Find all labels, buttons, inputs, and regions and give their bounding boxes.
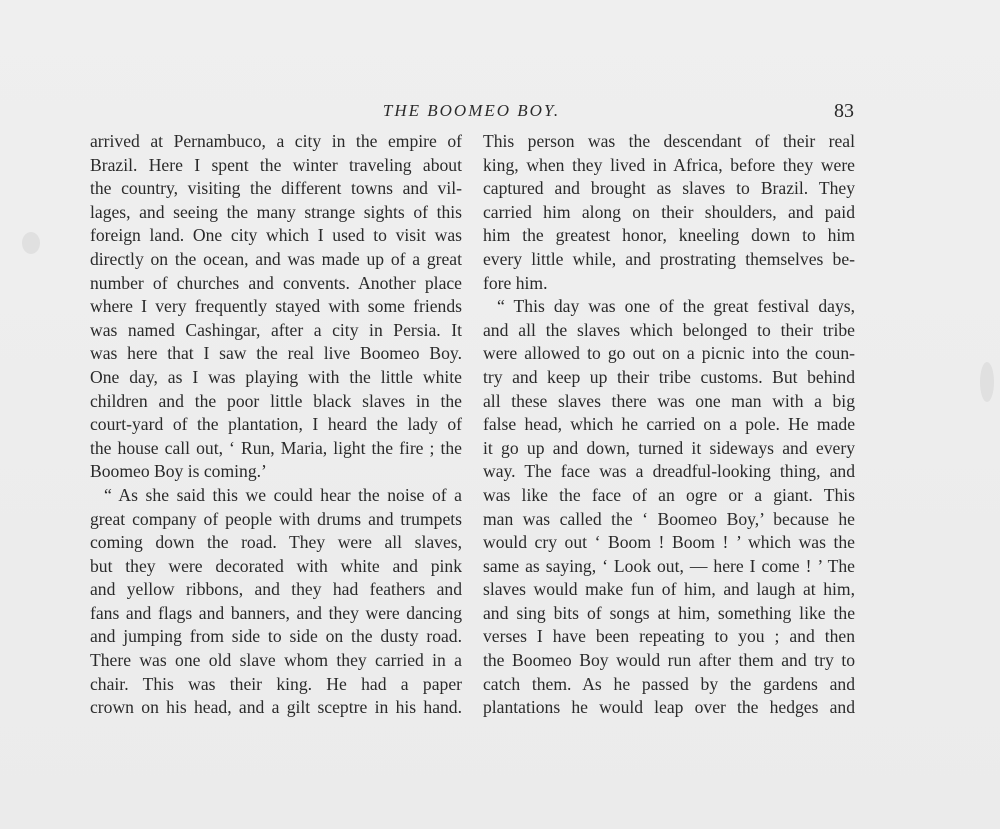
text-line: One day, as I was playing with the little white [90, 366, 462, 387]
page-number: 83 [834, 100, 854, 122]
text-line: and yellow ribbons, and they had feathers and [90, 579, 462, 600]
text-line: false head, which he carried on a pole. He made [483, 414, 855, 435]
text-line: him the greatest honor, kneeling down to him [483, 225, 855, 246]
running-title: THE BOOMEO BOY. [382, 101, 561, 120]
text-line: where I very frequently stayed with some friends [90, 296, 462, 317]
text-line: was named Cashingar, after a city in Persia. It [90, 319, 462, 340]
text-line: would cry out ‘ Boom ! Boom ! ’ which was the [483, 532, 855, 553]
text-line: same as saying, ‘ Look out, — here I come ! ’ The [483, 555, 855, 576]
text-line: and jumping from side to side on the dusty road. [90, 626, 462, 647]
text-line: Boomeo Boy is coming.’ [90, 461, 267, 482]
paper-stain [980, 362, 994, 402]
text-line: try and keep up their tribe customs. But behind [483, 366, 855, 387]
text-line: way. The face was a dreadful-looking thing, and [483, 461, 855, 482]
right-text-column [483, 130, 855, 720]
text-line: number of churches and convents. Another place [90, 272, 462, 293]
text-line: was like the face of an ogre or a giant. This [483, 484, 855, 505]
text-line: arrived at Pernambuco, a city in the empire of [90, 131, 462, 151]
text-line: This person was the descendant of their real [483, 131, 855, 151]
text-line: foreign land. One city which I used to visit was [90, 225, 462, 246]
text-line: coming down the road. They were all slaves, [90, 532, 462, 553]
left-text-column [90, 130, 462, 720]
text-line: and all the slaves which belonged to their tribe [483, 319, 855, 340]
text-line: the country, visiting the different towns and vil- [90, 178, 462, 199]
text-line: fans and flags and banners, and they were dancing [90, 602, 462, 623]
text-line: There was one old slave whom they carried in a [90, 650, 462, 671]
text-line: catch them. As he passed by the gardens and [483, 673, 855, 694]
text-line: children and the poor little black slaves in the [90, 390, 462, 411]
text-line: the Boomeo Boy would run after them and try to [483, 650, 855, 671]
text-line: were allowed to go out on a picnic into the coun- [483, 343, 855, 364]
text-line: all these slaves there was one man with a big [483, 390, 855, 411]
text-line: it go up and down, turned it sideways and every [483, 437, 855, 458]
text-line: great company of people with drums and trumpets [90, 508, 462, 529]
text-line: every little while, and prostrating themselves be- [483, 248, 855, 269]
text-line: and sing bits of songs at him, something like the [483, 602, 855, 623]
text-line: “ This day was one of the great festival days, [497, 296, 855, 317]
text-line: slaves would make fun of him, and laugh at him, [483, 579, 855, 600]
text-line: the house call out, ‘ Run, Maria, light the fire ; the [90, 437, 462, 458]
text-line: Brazil. Here I spent the winter traveling about [90, 154, 462, 175]
text-line: was here that I saw the real live Boomeo Boy. [90, 343, 462, 364]
text-line: “ As she said this we could hear the noise of a [104, 484, 462, 505]
text-line: king, when they lived in Africa, before they were [483, 154, 855, 175]
text-line: crown on his head, and a gilt sceptre in his hand. [90, 697, 462, 718]
text-line: directly on the ocean, and was made up of a great [90, 248, 462, 269]
text-line: verses I have been repeating to you ; and then [483, 626, 855, 647]
paper-stain [22, 232, 40, 254]
text-line: captured and brought as slaves to Brazil. They [483, 178, 855, 199]
text-line: fore him. [483, 272, 548, 293]
text-line: man was called the ‘ Boomeo Boy,’ because he [483, 508, 855, 529]
text-line: lages, and seeing the many strange sights of this [90, 201, 462, 222]
text-line: court-yard of the plantation, I heard the lady of [90, 414, 462, 435]
text-line: but they were decorated with white and pink [90, 555, 462, 576]
text-line: plantations he would leap over the hedges and [483, 697, 855, 718]
text-line: chair. This was their king. He had a paper [90, 673, 462, 694]
text-line: carried him along on their shoulders, and paid [483, 201, 855, 222]
